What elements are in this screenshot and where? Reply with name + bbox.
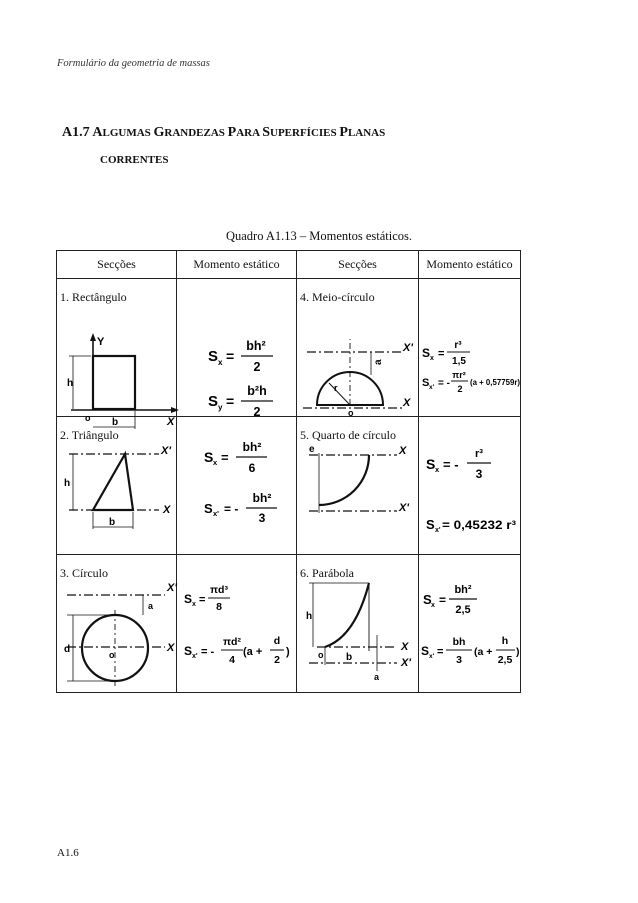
formula-sx-prime [184, 635, 290, 666]
formula-lhs: S [204, 449, 214, 465]
x-prime-axis-label: X' [399, 502, 409, 514]
origin-label: o [348, 408, 354, 418]
formula-sx [208, 339, 273, 374]
formula-denominator: 4 [229, 654, 235, 666]
formula-numerator: r³ [454, 340, 462, 351]
e-label: e [309, 444, 315, 455]
formula-equals: = [221, 450, 229, 465]
formula-equals: = - [201, 646, 215, 658]
formula-lhs: S [422, 346, 431, 360]
formula-sx [204, 440, 267, 475]
formula-numerator: h [501, 635, 509, 647]
formula-lhs: S [421, 644, 430, 658]
formula-subscript: x [431, 602, 435, 609]
cell-parabola-formulas [419, 555, 521, 693]
quarter-circle-formulas [419, 417, 521, 554]
formula-subscript: x [192, 601, 196, 608]
cell-semicircle-formulas [419, 279, 521, 417]
formula-sx [423, 584, 477, 616]
formula-sx-prime [421, 635, 520, 666]
distance-label: a [374, 672, 380, 682]
section-number: A1.7 [62, 125, 90, 140]
formula-lhs: S [426, 456, 436, 472]
page-number: A1.6 [57, 847, 79, 859]
formula-equals: = [199, 594, 206, 606]
cell-parabola-figure [297, 555, 419, 693]
table-caption: Quadro A1.13 – Momentos estáticos. [225, 229, 413, 243]
formula-lhs: S [204, 501, 213, 516]
formula-sx [422, 340, 470, 367]
distance-label: a [373, 359, 384, 365]
formula-numerator: d [273, 635, 281, 647]
parabola-formulas [419, 555, 521, 692]
x-prime-axis-label: X' [403, 342, 413, 354]
section-title [62, 125, 385, 141]
formula-denominator: 2,5 [455, 604, 471, 616]
formula-subscript: x' [429, 653, 435, 660]
x-prime-axis-label: X' [167, 582, 177, 594]
semicircle-figure [297, 279, 419, 416]
formula-numerator: bh² [454, 584, 472, 596]
cell-quarter-circle-formulas [419, 417, 521, 555]
formula-sx-prime [204, 491, 277, 525]
formula-numerator: r³ [475, 448, 483, 460]
column-header: Secções [297, 251, 419, 279]
section-name: 4. Meio-círculo [300, 290, 375, 304]
section-name: 3. Círculo [60, 566, 108, 580]
formula-equals: = [437, 646, 444, 658]
parabola-figure [297, 555, 419, 692]
formula-middle: (a + [243, 646, 263, 658]
formula-subscript: x [430, 355, 434, 362]
formula-denominator: 6 [248, 461, 256, 475]
formula-numerator: πd² [223, 636, 241, 648]
formula-numerator: bh² [242, 440, 262, 454]
table-row [57, 279, 521, 417]
formula-equals: = [226, 348, 235, 364]
diameter-label: d [64, 644, 71, 655]
formula-denominator: 1,5 [452, 356, 466, 367]
triangle-formulas [177, 417, 297, 554]
origin-label: o [109, 650, 115, 660]
height-label: h [306, 611, 313, 622]
cell-rectangle-formulas [177, 279, 297, 417]
formula-tail: (a + 0,57759r) [470, 377, 521, 387]
formula-subscript: x' [435, 527, 441, 534]
formula-lhs: S [184, 644, 193, 658]
table-row [57, 555, 521, 693]
formula-sy [208, 384, 273, 419]
origin-label: o [318, 650, 324, 660]
base-label: b [112, 417, 119, 428]
y-axis-label: Y [97, 336, 105, 348]
x-axis-label: X [399, 445, 407, 457]
x-axis-label: X [401, 641, 409, 653]
formula-close: ) [516, 646, 520, 658]
formula-subscript: x' [429, 384, 435, 391]
formula-lhs: S [423, 592, 432, 607]
formula-denominator: 2 [457, 384, 463, 394]
table-row [57, 417, 521, 555]
column-header: Secções [57, 251, 177, 279]
section-title-line1: ALGUMAS GRANDEZAS PARA SUPERFÍCIES PLANAS [92, 125, 386, 140]
formula-equals: = [438, 348, 445, 360]
x-axis-label: X [163, 504, 171, 516]
formula-equals: = - [224, 502, 239, 516]
origin-label: o [85, 413, 91, 423]
cell-circle-figure [57, 555, 177, 693]
formula-numerator: bh² [246, 339, 266, 353]
formula-lhs: S [208, 393, 219, 410]
formula-numerator: bh² [252, 491, 272, 505]
cell-semicircle-figure [297, 279, 419, 417]
cell-triangle-figure [57, 417, 177, 555]
formula-denominator: 2 [274, 654, 280, 666]
formula-equals: = - [438, 378, 450, 389]
formula-denominator: 2 [253, 405, 261, 419]
cell-circle-formulas [177, 555, 297, 693]
formula-subscript: y [218, 403, 223, 412]
formula-subscript: x [435, 465, 440, 474]
height-label: h [67, 378, 74, 389]
formula-numerator: b²h [247, 384, 267, 398]
formula-sx [426, 448, 491, 481]
formula-denominator: 2,5 [497, 654, 513, 666]
x-axis-label: X [167, 642, 175, 654]
formula-sx-prime [422, 370, 520, 394]
section-name: 1. Rectângulo [60, 290, 127, 304]
column-header: Momento estático [419, 251, 521, 279]
x-prime-axis-label: X' [161, 445, 171, 457]
formula-lhs: S [208, 348, 219, 365]
base-label: b [109, 517, 116, 528]
formula-denominator: 3 [456, 654, 462, 666]
formula-numerator: πd³ [210, 584, 228, 596]
semicircle-formulas [419, 279, 521, 416]
section-name: 2. Triângulo [60, 428, 119, 442]
height-label: h [64, 478, 71, 489]
formula-middle: (a + [474, 646, 493, 658]
circle-figure [57, 555, 177, 692]
formula-subscript: x [218, 358, 223, 367]
formula-denominator: 3 [475, 467, 483, 481]
formula-denominator: 8 [216, 601, 222, 613]
formula-subscript: x' [213, 509, 219, 518]
formula-numerator: πr² [452, 370, 466, 380]
running-header: Formulário da geometria de massas [57, 58, 210, 69]
base-label: b [346, 652, 353, 663]
formula-equals: = - [443, 457, 459, 472]
cell-triangle-formulas [177, 417, 297, 555]
formula-numerator: bh [452, 636, 466, 648]
distance-label: a [148, 601, 154, 611]
formula-lhs: S [422, 377, 430, 389]
formula-lhs: S [184, 592, 193, 606]
x-axis-label: X [167, 416, 175, 428]
quarter-circle-figure [297, 417, 419, 554]
section-name: 6. Parábola [300, 566, 354, 580]
triangle-figure [57, 417, 177, 554]
table-header-row [57, 251, 521, 279]
formula-close: ) [286, 646, 290, 658]
formula-sx-prime [426, 517, 516, 534]
cell-quarter-circle-figure [297, 417, 419, 555]
formula-equals: = [439, 593, 447, 607]
x-prime-axis-label: X' [401, 657, 411, 669]
formula-value: = 0,45232 r³ [442, 518, 517, 532]
cell-rectangle-figure [57, 279, 177, 428]
circle-formulas [177, 555, 297, 692]
formula-sx [184, 584, 230, 613]
column-header: Momento estático [177, 251, 297, 279]
static-moments-table [56, 250, 520, 689]
formula-equals: = [226, 393, 235, 409]
rectangle-formulas [177, 279, 297, 419]
radius-label: r [334, 383, 338, 393]
formula-subscript: x' [192, 653, 198, 660]
section-title-line2: CORRENTES [100, 154, 169, 166]
formula-denominator: 2 [253, 360, 261, 374]
section-name: 5. Quarto de círculo [300, 428, 396, 442]
formula-lhs: S [426, 517, 435, 532]
x-axis-label: X [403, 397, 411, 409]
formula-denominator: 3 [258, 511, 266, 525]
rectangle-figure [57, 279, 177, 428]
formula-subscript: x [213, 458, 218, 467]
